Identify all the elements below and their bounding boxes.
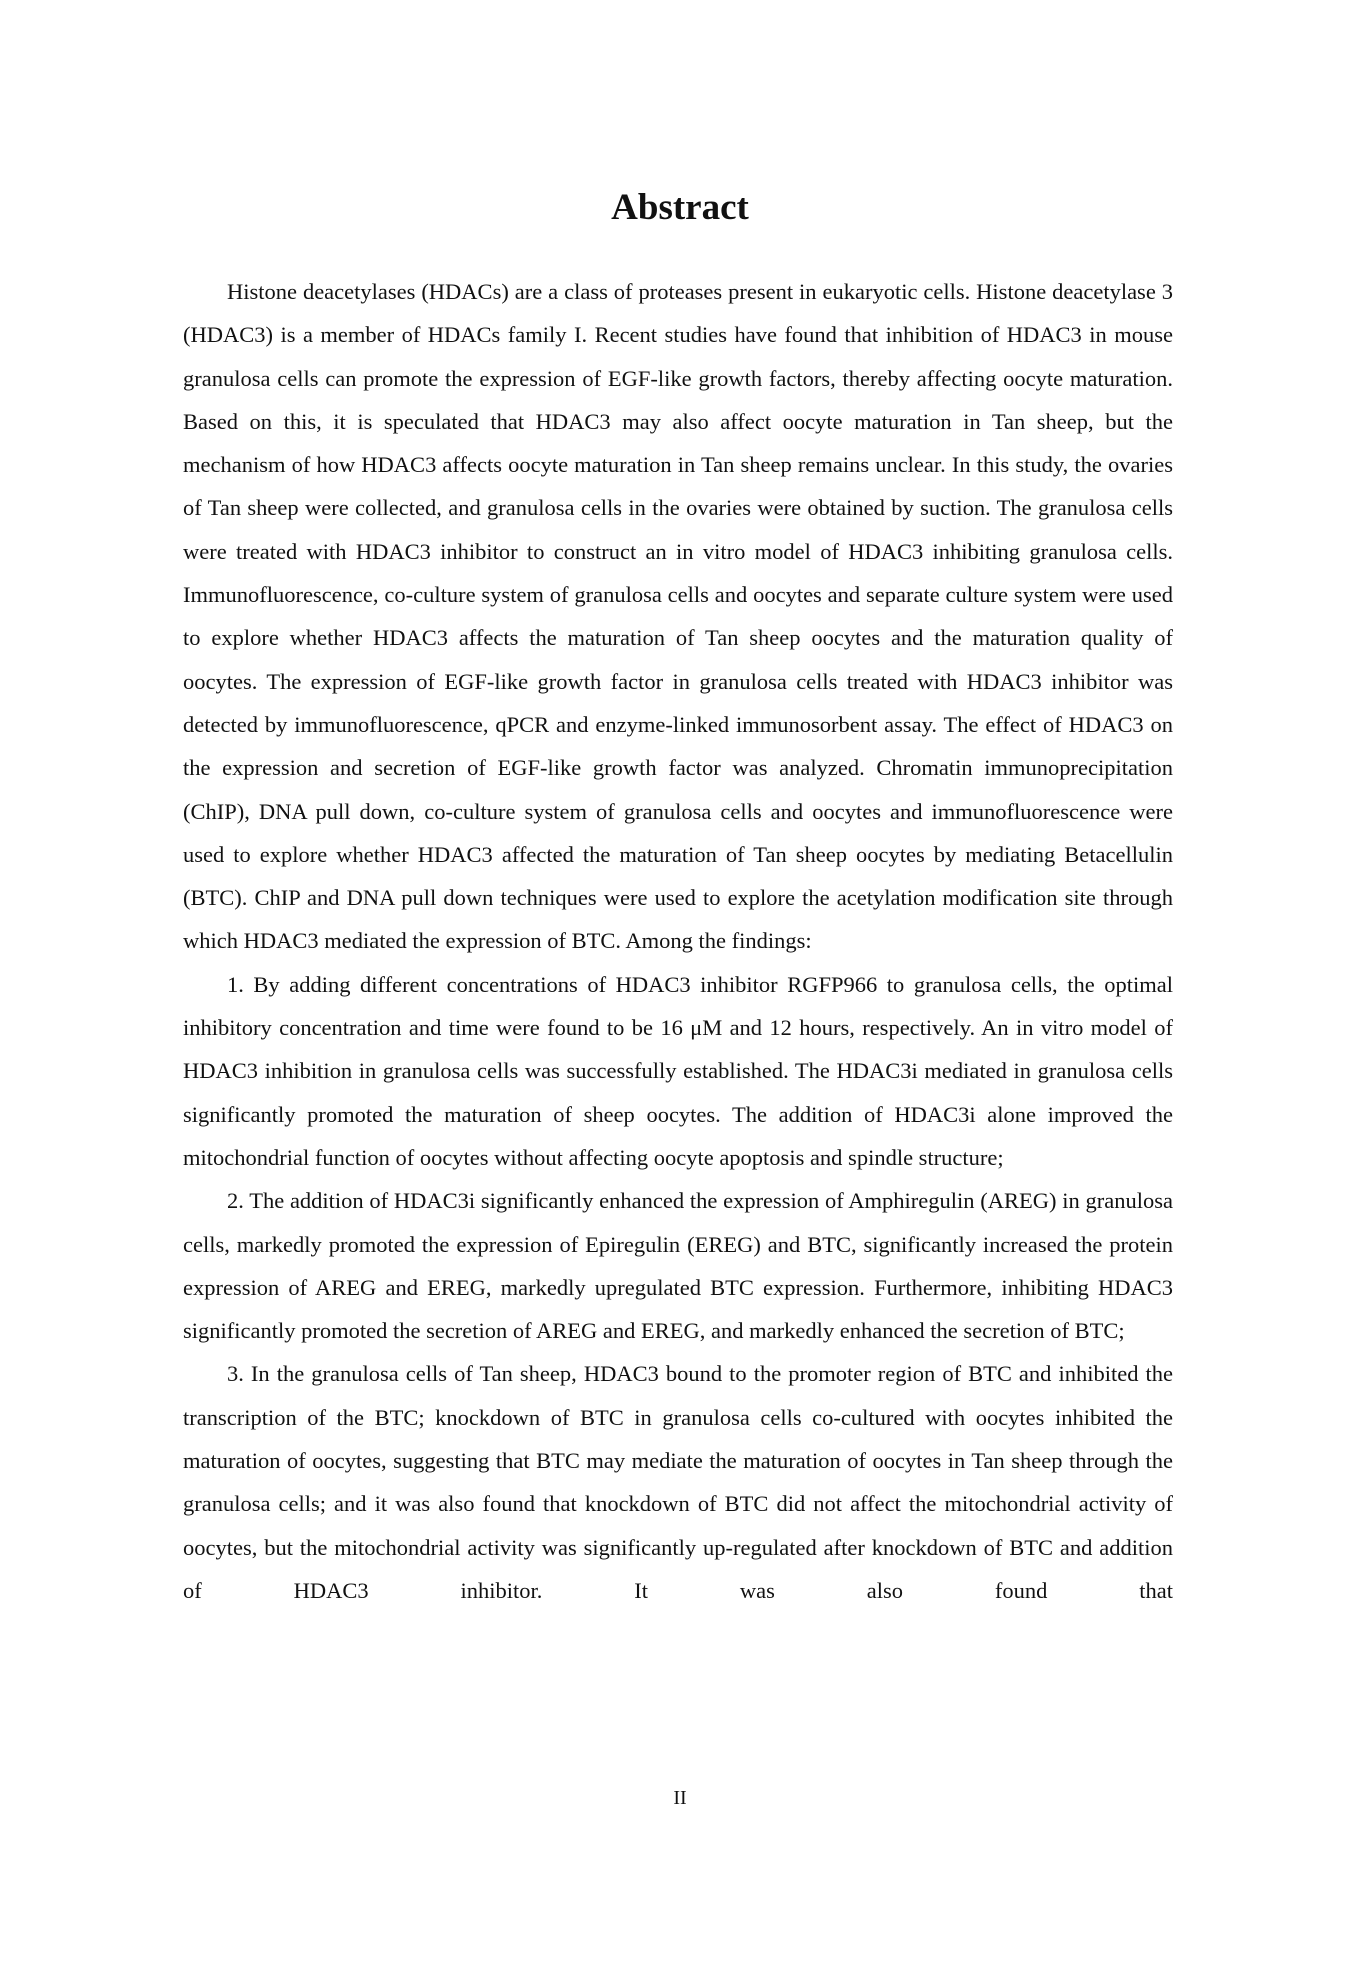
abstract-finding-2: 2. The addition of HDAC3i significantly enhanced the expression of Amphiregulin (AREG) in granulosa cells, markedly promoted the expression of Epiregulin (EREG) and BTC, significantly increased the protein expression of AREG and EREG, markedly upregulated BTC expression. Furthermore, inhibiting HDAC3 significantly promoted the secretion of AREG and EREG, and markedly enhanced the secretion of BTC; [183,1188,1173,1344]
abstract-paragraph-intro: Histone deacetylases (HDACs) are a class of proteases present in eukaryotic cells. Histone deacetylase 3 (HDAC3) is a member of HDACs family I. Recent studies have found that inhibition of HDAC3 in mouse granulosa cells can promote the expression of EGF-like growth factors, thereby affecting oocyte maturation. Based on this, it is speculated that HDAC3 may also affect oocyte maturation in Tan sheep, but the mechanism of how HDAC3 affects oocyte maturation in Tan sheep remains unclear. In this study, the ovaries of Tan sheep were collected, and granulosa cells in the ovaries were obtained by suction. The granulosa cells were treated with HDAC3 inhibitor to construct an in vitro model of HDAC3 inhibiting granulosa cells. Immunofluorescence, co-culture system of granulosa cells and oocytes and separate culture system were used to explore whether HDAC3 affects the maturation of Tan sheep oocytes and the maturation quality of oocytes. The expression of EGF-like growth factor in granulosa cells treated with HDAC3 inhibitor was detected by immunofluorescence, qPCR and enzyme-linked immunosorbent assay. The effect of HDAC3 on the expression and secretion of EGF-like growth factor was analyzed. Chromatin immunoprecipitation (ChIP), DNA pull down, co-culture system of granulosa cells and oocytes and immunofluorescence were used to explore whether HDAC3 affected the maturation of Tan sheep oocytes by mediating Betacellulin (BTC). ChIP and DNA pull down techniques were used to explore the acetylation modification site through which HDAC3 mediated the expression of BTC. Among the findings: [183,279,1173,954]
page-title: Abstract [611,187,749,228]
page-number: II [673,1787,687,1809]
abstract-body [183,270,1173,1612]
abstract-finding-3: 3. In the granulosa cells of Tan sheep, HDAC3 bound to the promoter region of BTC and inhibited the transcription of the BTC; knockdown of BTC in granulosa cells co-cultured with oocytes inhibited the maturation of oocytes, suggesting that BTC may mediate the maturation of oocytes in Tan sheep through the granulosa cells; and it was also found that knockdown of BTC did not affect the mitochondrial activity of oocytes, but the mitochondrial activity was significantly up-regulated after knockdown of BTC and addition of HDAC3 inhibitor. It was also found that [183,1361,1173,1603]
abstract-finding-1: 1. By adding different concentrations of HDAC3 inhibitor RGFP966 to granulosa cells, the optimal inhibitory concentration and time were found to be 16 μM and 12 hours, respectively. An in vitro model of HDAC3 inhibition in granulosa cells was successfully established. The HDAC3i mediated in granulosa cells significantly promoted the maturation of sheep oocytes. The addition of HDAC3i alone improved the mitochondrial function of oocytes without affecting oocyte apoptosis and spindle structure; [183,971,1173,1170]
